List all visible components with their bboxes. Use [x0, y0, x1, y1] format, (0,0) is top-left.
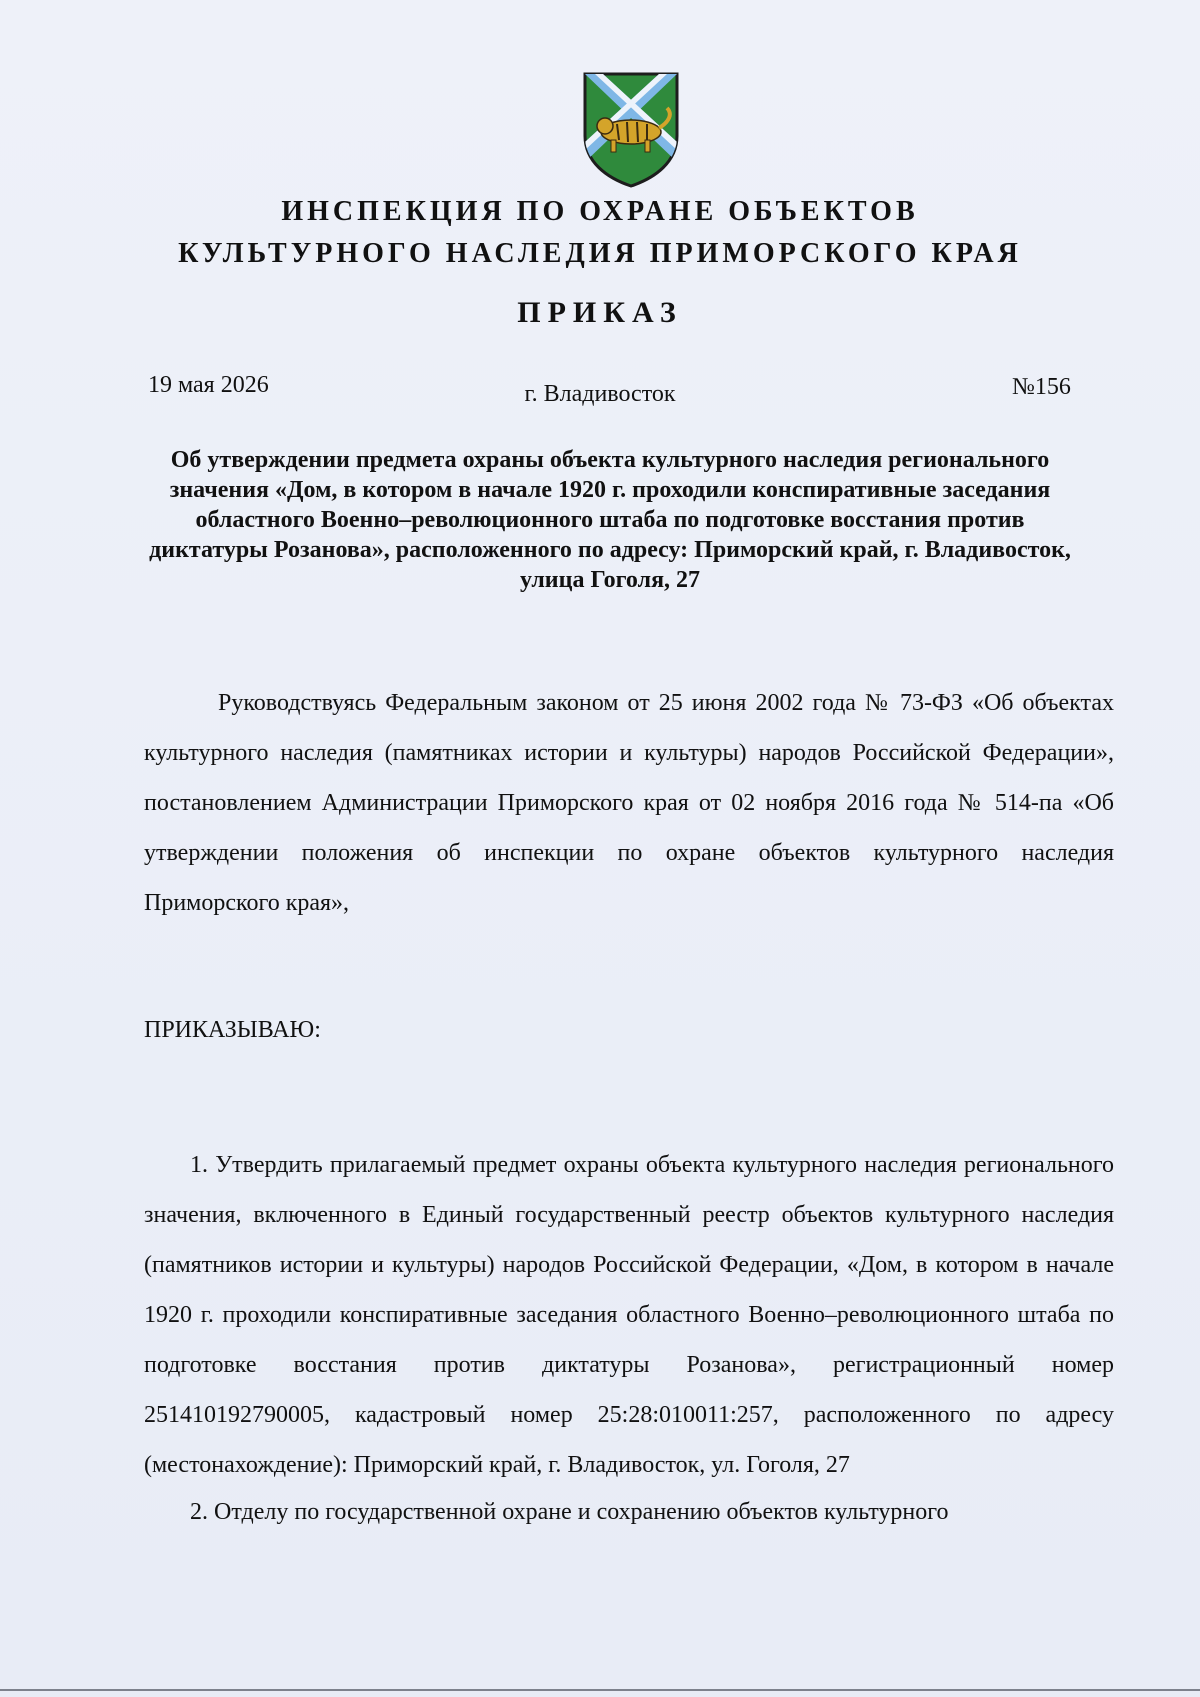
page-bottom-edge: [0, 1689, 1200, 1691]
order-item-2: 2. Отделу по государственной охране и сохранению объектов культурного: [190, 1499, 949, 1525]
document-date: 19 мая 2026: [148, 372, 269, 398]
order-directive: ПРИКАЗЫВАЮ:: [144, 1017, 321, 1043]
document-city: г. Владивосток: [524, 381, 676, 407]
order-item-1: 1. Утвердить прилагаемый предмет охраны объекта культурного наследия регионального значения, включенного в Единый государственный реестр объектов культурного наследия (памятников истории и культуры) народов Российской Федерации, «Дом, в котором в начале 1920 г. проходили конспиративные заседания областного Военно–революционного штаба по подготовке восстания против диктатуры Розанова», регистрационный номер 251410192790005, кадастровый номер 25:28:010011:257, расположенного по адресу (местонахождение): Приморский край, г. Владивосток, ул. Гоголя, 27: [144, 1152, 1114, 1478]
preamble-paragraph: Руководствуясь Федеральным законом от 25 июня 2002 года № 73-ФЗ «Об объектах культурного наследия (памятниках истории и культуры) народов Российской Федерации», постановлением Администрации Приморского края от 02 ноября 2016 года № 514-па «Об утверждении положения об инспекции по охране объектов культурного наследия Приморского края»,: [144, 690, 1114, 916]
document-number: №156: [1012, 374, 1071, 400]
primorye-coat-of-arms-icon: [581, 70, 681, 188]
document-type-title: ПРИКАЗ: [517, 296, 683, 329]
document-subject: Об утверждении предмета охраны объекта культурного наследия регионального значения «Дом, в котором в начале 1920 г. проходили конспиративные заседания областного Военно–революционного штаба по подготовке восстания против диктатуры Розанова», расположенного по адресу: Приморский край, г. Владивосток, улица Гоголя, 27: [149, 447, 1071, 593]
organization-name-line-2: КУЛЬТУРНОГО НАСЛЕДИЯ ПРИМОРСКОГО КРАЯ: [178, 238, 1022, 269]
organization-name-line-1: ИНСПЕКЦИЯ ПО ОХРАНЕ ОБЪЕКТОВ: [281, 196, 919, 227]
